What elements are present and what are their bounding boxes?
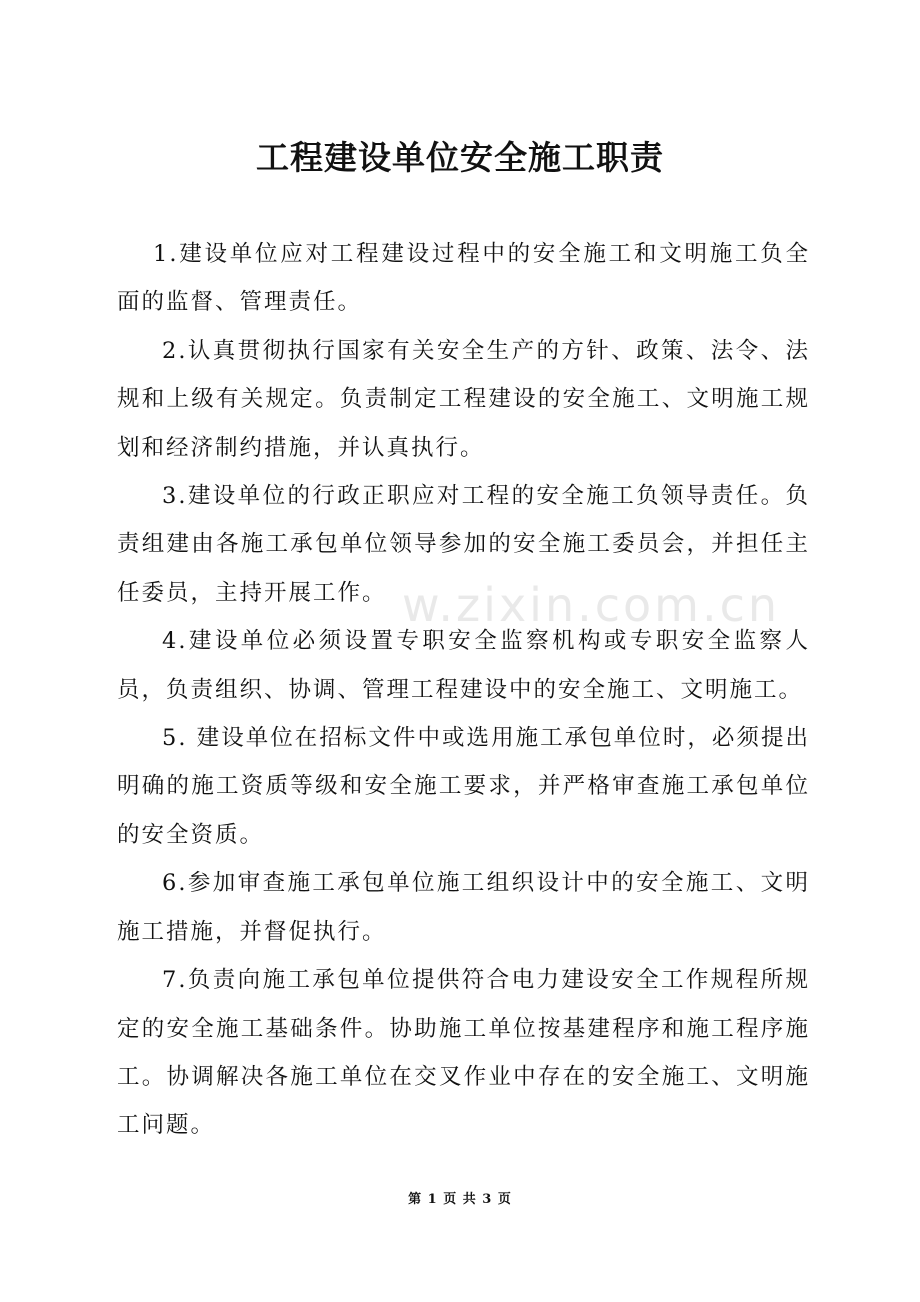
paragraph-7: 7.负责向施工承包单位提供符合电力建设安全工作规程所规定的安全施工基础条件。协助施工单位按基建程序和施工程序施工。协调解决各施工单位在交叉作业中存在的安全施工、文明施工问题。 bbox=[117, 967, 810, 1139]
paragraph-6: 6.参加审查施工承包单位施工组织设计中的安全施工、文明施工措施，并督促执行。 bbox=[117, 870, 810, 945]
paragraph-5: 5. 建设单位在招标文件中或选用施工承包单位时，必须提出明确的施工资质等级和安全施工要求，并严格审查施工承包单位的安全资质。 bbox=[117, 725, 810, 848]
paragraph-4: 4.建设单位必须设置专职安全监察机构或专职安全监察人员，负责组织、协调、管理工程建设中的安全施工、文明施工。 bbox=[117, 628, 810, 703]
paragraph-3: 3.建设单位的行政正职应对工程的安全施工负领导责任。负责组建由各施工承包单位领导参加的安全施工委员会，并担任主任委员，主持开展工作。 bbox=[117, 483, 810, 606]
paragraph-2: 2.认真贯彻执行国家有关安全生产的方针、政策、法令、法规和上级有关规定。负责制定工程建设的安全施工、文明施工规划和经济制约措施，并认真执行。 bbox=[117, 337, 810, 461]
document-title: 工程建设单位安全施工职责 bbox=[256, 138, 664, 177]
page-footer: 第 1 页 共 3 页 bbox=[408, 1192, 512, 1207]
watermark: w.zixin.com.cn bbox=[402, 578, 781, 632]
paragraph-1: 1.建设单位应对工程建设过程中的安全施工和文明施工负全面的监督、管理责任。 bbox=[117, 241, 810, 316]
document-body bbox=[117, 230, 810, 1150]
